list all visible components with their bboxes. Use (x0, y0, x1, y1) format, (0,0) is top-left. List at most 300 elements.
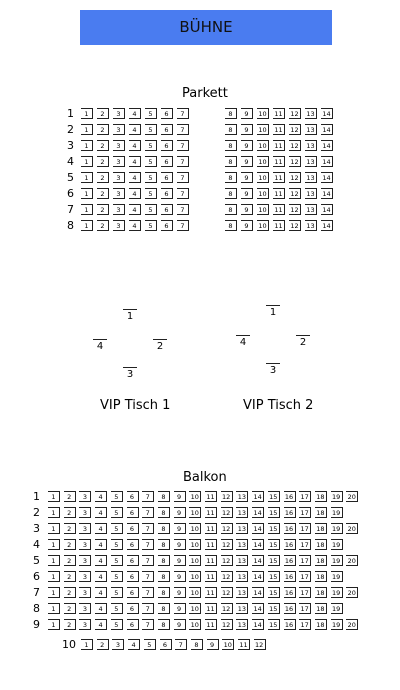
balkon-seat[interactable]: 7 (142, 491, 154, 502)
parkett-seat[interactable]: 12 (289, 124, 301, 135)
parkett-seat[interactable]: 12 (289, 220, 301, 231)
balkon-seat[interactable]: 7 (142, 619, 154, 630)
balkon-seat[interactable]: 2 (64, 619, 76, 630)
parkett-seat[interactable]: 9 (241, 156, 253, 167)
parkett-seat[interactable]: 10 (257, 188, 269, 199)
parkett-seat[interactable]: 6 (161, 172, 173, 183)
balkon-seat[interactable]: 19 (331, 523, 343, 534)
parkett-seat[interactable]: 13 (305, 220, 317, 231)
balkon-seat[interactable]: 3 (79, 555, 91, 566)
balkon-seat[interactable]: 4 (95, 507, 107, 518)
balkon-seat[interactable]: 1 (48, 555, 60, 566)
balkon-seat[interactable]: 11 (205, 603, 217, 614)
parkett-seat[interactable]: 14 (321, 156, 333, 167)
balkon-seat[interactable]: 16 (284, 587, 296, 598)
balkon-seat[interactable]: 9 (174, 539, 186, 550)
balkon-seat[interactable]: 4 (95, 491, 107, 502)
balkon-seat[interactable]: 6 (127, 523, 139, 534)
balkon-seat[interactable]: 1 (48, 603, 60, 614)
balkon-seat[interactable]: 10 (189, 539, 201, 550)
balkon-seat[interactable]: 9 (174, 571, 186, 582)
parkett-seat[interactable]: 9 (241, 204, 253, 215)
balkon-seat[interactable]: 17 (299, 555, 311, 566)
parkett-seat[interactable]: 5 (145, 124, 157, 135)
balkon-seat[interactable]: 15 (268, 619, 280, 630)
parkett-seat[interactable]: 1 (81, 156, 93, 167)
parkett-seat[interactable]: 6 (161, 108, 173, 119)
parkett-seat[interactable]: 2 (97, 156, 109, 167)
balkon-seat[interactable]: 12 (221, 523, 233, 534)
parkett-seat[interactable]: 7 (177, 140, 189, 151)
balkon-seat[interactable]: 17 (299, 523, 311, 534)
balkon-seat[interactable]: 17 (299, 507, 311, 518)
parkett-seat[interactable]: 3 (113, 204, 125, 215)
parkett-seat[interactable]: 3 (113, 124, 125, 135)
balkon-seat[interactable]: 8 (158, 619, 170, 630)
balkon-seat[interactable]: 16 (284, 555, 296, 566)
parkett-seat[interactable]: 11 (273, 220, 285, 231)
vip-seat[interactable]: 3 (266, 363, 280, 378)
balkon-seat[interactable]: 8 (158, 523, 170, 534)
balkon-seat[interactable]: 8 (158, 491, 170, 502)
balkon-seat[interactable]: 14 (252, 571, 264, 582)
balkon-seat[interactable]: 4 (95, 523, 107, 534)
balkon-seat[interactable]: 16 (284, 539, 296, 550)
balkon-seat[interactable]: 19 (331, 555, 343, 566)
balkon-seat[interactable]: 12 (221, 619, 233, 630)
balkon-seat[interactable]: 12 (221, 555, 233, 566)
balkon-seat[interactable]: 5 (111, 523, 123, 534)
parkett-seat[interactable]: 3 (113, 156, 125, 167)
balkon-seat[interactable]: 5 (111, 539, 123, 550)
parkett-seat[interactable]: 4 (129, 156, 141, 167)
parkett-seat[interactable]: 6 (161, 188, 173, 199)
balkon-seat[interactable]: 19 (331, 571, 343, 582)
parkett-seat[interactable]: 1 (81, 140, 93, 151)
parkett-seat[interactable]: 9 (241, 220, 253, 231)
balkon-seat[interactable]: 2 (64, 587, 76, 598)
balkon-seat[interactable]: 10 (189, 523, 201, 534)
balkon-seat[interactable]: 7 (142, 555, 154, 566)
parkett-seat[interactable]: 2 (97, 108, 109, 119)
parkett-seat[interactable]: 9 (241, 172, 253, 183)
balkon-seat[interactable]: 16 (284, 523, 296, 534)
parkett-seat[interactable]: 1 (81, 220, 93, 231)
balkon-seat[interactable]: 11 (205, 539, 217, 550)
balkon-seat[interactable]: 6 (127, 587, 139, 598)
balkon-seat[interactable]: 4 (95, 539, 107, 550)
balkon-seat[interactable]: 7 (142, 571, 154, 582)
balkon-seat[interactable]: 13 (236, 507, 248, 518)
parkett-seat[interactable]: 11 (273, 204, 285, 215)
parkett-seat[interactable]: 6 (161, 156, 173, 167)
balkon-seat[interactable]: 2 (64, 571, 76, 582)
parkett-seat[interactable]: 3 (113, 172, 125, 183)
balkon-seat[interactable]: 20 (346, 491, 358, 502)
balkon-seat[interactable]: 11 (205, 571, 217, 582)
parkett-seat[interactable]: 1 (81, 204, 93, 215)
parkett-seat[interactable]: 8 (225, 140, 237, 151)
balkon-seat[interactable]: 18 (315, 507, 327, 518)
balkon-seat[interactable]: 20 (346, 555, 358, 566)
balkon-seat[interactable]: 14 (252, 523, 264, 534)
balkon-seat[interactable]: 14 (252, 555, 264, 566)
balkon-seat[interactable]: 14 (252, 619, 264, 630)
parkett-seat[interactable]: 4 (129, 220, 141, 231)
balkon-seat[interactable]: 13 (236, 491, 248, 502)
balkon-seat[interactable]: 3 (79, 619, 91, 630)
parkett-seat[interactable]: 10 (257, 172, 269, 183)
balkon-seat[interactable]: 10 (189, 491, 201, 502)
balkon-seat[interactable]: 4 (95, 587, 107, 598)
balkon-seat[interactable]: 3 (79, 507, 91, 518)
parkett-seat[interactable]: 14 (321, 108, 333, 119)
balkon-seat[interactable]: 13 (236, 571, 248, 582)
balkon-seat[interactable]: 18 (315, 587, 327, 598)
parkett-seat[interactable]: 12 (289, 156, 301, 167)
balkon-seat[interactable]: 7 (142, 539, 154, 550)
balkon-seat[interactable]: 9 (207, 639, 219, 650)
balkon-seat[interactable]: 2 (64, 491, 76, 502)
vip-seat[interactable]: 4 (93, 339, 107, 354)
parkett-seat[interactable]: 13 (305, 156, 317, 167)
balkon-seat[interactable]: 13 (236, 539, 248, 550)
balkon-seat[interactable]: 4 (95, 555, 107, 566)
balkon-seat[interactable]: 9 (174, 491, 186, 502)
parkett-seat[interactable]: 2 (97, 220, 109, 231)
balkon-seat[interactable]: 19 (331, 491, 343, 502)
balkon-seat[interactable]: 9 (174, 603, 186, 614)
parkett-seat[interactable]: 3 (113, 108, 125, 119)
vip-seat[interactable]: 1 (266, 305, 280, 320)
parkett-seat[interactable]: 5 (145, 188, 157, 199)
balkon-seat[interactable]: 7 (142, 523, 154, 534)
parkett-seat[interactable]: 7 (177, 172, 189, 183)
balkon-seat[interactable]: 1 (48, 619, 60, 630)
balkon-seat[interactable]: 14 (252, 603, 264, 614)
balkon-seat[interactable]: 8 (158, 555, 170, 566)
balkon-seat[interactable]: 1 (48, 523, 60, 534)
balkon-seat[interactable]: 1 (81, 639, 93, 650)
balkon-seat[interactable]: 6 (160, 639, 172, 650)
balkon-seat[interactable]: 2 (97, 639, 109, 650)
balkon-seat[interactable]: 18 (315, 555, 327, 566)
balkon-seat[interactable]: 12 (221, 507, 233, 518)
parkett-seat[interactable]: 2 (97, 124, 109, 135)
balkon-seat[interactable]: 3 (79, 491, 91, 502)
balkon-seat[interactable]: 9 (174, 587, 186, 598)
balkon-seat[interactable]: 17 (299, 619, 311, 630)
balkon-seat[interactable]: 2 (64, 603, 76, 614)
balkon-seat[interactable]: 10 (222, 639, 234, 650)
balkon-seat[interactable]: 18 (315, 603, 327, 614)
balkon-seat[interactable]: 9 (174, 523, 186, 534)
parkett-seat[interactable]: 7 (177, 220, 189, 231)
parkett-seat[interactable]: 10 (257, 140, 269, 151)
parkett-seat[interactable]: 4 (129, 124, 141, 135)
parkett-seat[interactable]: 12 (289, 188, 301, 199)
balkon-seat[interactable]: 16 (284, 571, 296, 582)
balkon-seat[interactable]: 14 (252, 539, 264, 550)
parkett-seat[interactable]: 14 (321, 140, 333, 151)
balkon-seat[interactable]: 15 (268, 491, 280, 502)
parkett-seat[interactable]: 9 (241, 108, 253, 119)
parkett-seat[interactable]: 5 (145, 156, 157, 167)
balkon-seat[interactable]: 1 (48, 507, 60, 518)
parkett-seat[interactable]: 13 (305, 140, 317, 151)
parkett-seat[interactable]: 10 (257, 156, 269, 167)
balkon-seat[interactable]: 3 (79, 523, 91, 534)
vip-seat[interactable]: 1 (123, 309, 137, 324)
balkon-seat[interactable]: 17 (299, 539, 311, 550)
balkon-seat[interactable]: 5 (111, 619, 123, 630)
balkon-seat[interactable]: 17 (299, 491, 311, 502)
parkett-seat[interactable]: 9 (241, 140, 253, 151)
balkon-seat[interactable]: 11 (205, 507, 217, 518)
parkett-seat[interactable]: 2 (97, 188, 109, 199)
balkon-seat[interactable]: 15 (268, 523, 280, 534)
balkon-seat[interactable]: 2 (64, 555, 76, 566)
parkett-seat[interactable]: 7 (177, 204, 189, 215)
parkett-seat[interactable]: 9 (241, 188, 253, 199)
balkon-seat[interactable]: 6 (127, 491, 139, 502)
balkon-seat[interactable]: 6 (127, 539, 139, 550)
balkon-seat[interactable]: 8 (158, 603, 170, 614)
balkon-seat[interactable]: 8 (158, 571, 170, 582)
balkon-seat[interactable]: 18 (315, 491, 327, 502)
balkon-seat[interactable]: 6 (127, 571, 139, 582)
balkon-seat[interactable]: 6 (127, 619, 139, 630)
parkett-seat[interactable]: 13 (305, 188, 317, 199)
parkett-seat[interactable]: 10 (257, 204, 269, 215)
parkett-seat[interactable]: 10 (257, 108, 269, 119)
balkon-seat[interactable]: 20 (346, 587, 358, 598)
balkon-seat[interactable]: 13 (236, 603, 248, 614)
parkett-seat[interactable]: 12 (289, 140, 301, 151)
balkon-seat[interactable]: 16 (284, 619, 296, 630)
balkon-seat[interactable]: 6 (127, 507, 139, 518)
balkon-seat[interactable]: 5 (144, 639, 156, 650)
balkon-seat[interactable]: 18 (315, 523, 327, 534)
parkett-seat[interactable]: 7 (177, 156, 189, 167)
parkett-seat[interactable]: 4 (129, 172, 141, 183)
balkon-seat[interactable]: 8 (158, 507, 170, 518)
balkon-seat[interactable]: 11 (205, 491, 217, 502)
parkett-seat[interactable]: 14 (321, 172, 333, 183)
balkon-seat[interactable]: 5 (111, 491, 123, 502)
balkon-seat[interactable]: 19 (331, 619, 343, 630)
balkon-seat[interactable]: 19 (331, 587, 343, 598)
balkon-seat[interactable]: 11 (205, 619, 217, 630)
parkett-seat[interactable]: 11 (273, 156, 285, 167)
balkon-seat[interactable]: 7 (142, 587, 154, 598)
parkett-seat[interactable]: 11 (273, 108, 285, 119)
balkon-seat[interactable]: 1 (48, 539, 60, 550)
balkon-seat[interactable]: 12 (221, 491, 233, 502)
parkett-seat[interactable]: 3 (113, 140, 125, 151)
vip-seat[interactable]: 3 (123, 367, 137, 382)
parkett-seat[interactable]: 7 (177, 108, 189, 119)
balkon-seat[interactable]: 10 (189, 571, 201, 582)
balkon-seat[interactable]: 11 (205, 555, 217, 566)
balkon-seat[interactable]: 11 (205, 587, 217, 598)
balkon-seat[interactable]: 13 (236, 555, 248, 566)
parkett-seat[interactable]: 13 (305, 172, 317, 183)
vip-seat[interactable]: 2 (153, 339, 167, 354)
balkon-seat[interactable]: 3 (79, 539, 91, 550)
parkett-seat[interactable]: 7 (177, 188, 189, 199)
balkon-seat[interactable]: 16 (284, 507, 296, 518)
balkon-seat[interactable]: 1 (48, 571, 60, 582)
balkon-seat[interactable]: 14 (252, 507, 264, 518)
balkon-seat[interactable]: 6 (127, 603, 139, 614)
parkett-seat[interactable]: 8 (225, 188, 237, 199)
balkon-seat[interactable]: 4 (95, 603, 107, 614)
parkett-seat[interactable]: 12 (289, 172, 301, 183)
parkett-seat[interactable]: 14 (321, 220, 333, 231)
balkon-seat[interactable]: 12 (221, 539, 233, 550)
parkett-seat[interactable]: 5 (145, 220, 157, 231)
balkon-seat[interactable]: 7 (142, 603, 154, 614)
balkon-seat[interactable]: 4 (95, 571, 107, 582)
parkett-seat[interactable]: 13 (305, 204, 317, 215)
balkon-seat[interactable]: 5 (111, 571, 123, 582)
parkett-seat[interactable]: 8 (225, 220, 237, 231)
balkon-seat[interactable]: 14 (252, 587, 264, 598)
balkon-seat[interactable]: 10 (189, 507, 201, 518)
parkett-seat[interactable]: 11 (273, 188, 285, 199)
balkon-seat[interactable]: 19 (331, 603, 343, 614)
parkett-seat[interactable]: 14 (321, 188, 333, 199)
parkett-seat[interactable]: 5 (145, 108, 157, 119)
balkon-seat[interactable]: 12 (221, 603, 233, 614)
balkon-seat[interactable]: 11 (205, 523, 217, 534)
parkett-seat[interactable]: 1 (81, 108, 93, 119)
balkon-seat[interactable]: 2 (64, 523, 76, 534)
balkon-seat[interactable]: 15 (268, 555, 280, 566)
parkett-seat[interactable]: 5 (145, 172, 157, 183)
parkett-seat[interactable]: 14 (321, 204, 333, 215)
balkon-seat[interactable]: 19 (331, 507, 343, 518)
balkon-seat[interactable]: 15 (268, 507, 280, 518)
parkett-seat[interactable]: 11 (273, 172, 285, 183)
vip-seat[interactable]: 2 (296, 335, 310, 350)
balkon-seat[interactable]: 5 (111, 555, 123, 566)
balkon-seat[interactable]: 2 (64, 507, 76, 518)
balkon-seat[interactable]: 10 (189, 555, 201, 566)
parkett-seat[interactable]: 2 (97, 204, 109, 215)
balkon-seat[interactable]: 7 (175, 639, 187, 650)
parkett-seat[interactable]: 4 (129, 188, 141, 199)
balkon-seat[interactable]: 10 (189, 587, 201, 598)
parkett-seat[interactable]: 9 (241, 124, 253, 135)
balkon-seat[interactable]: 15 (268, 539, 280, 550)
parkett-seat[interactable]: 7 (177, 124, 189, 135)
balkon-seat[interactable]: 16 (284, 603, 296, 614)
parkett-seat[interactable]: 2 (97, 172, 109, 183)
balkon-seat[interactable]: 17 (299, 587, 311, 598)
balkon-seat[interactable]: 9 (174, 555, 186, 566)
parkett-seat[interactable]: 8 (225, 108, 237, 119)
parkett-seat[interactable]: 6 (161, 220, 173, 231)
balkon-seat[interactable]: 18 (315, 571, 327, 582)
balkon-seat[interactable]: 12 (221, 571, 233, 582)
parkett-seat[interactable]: 12 (289, 204, 301, 215)
balkon-seat[interactable]: 10 (189, 603, 201, 614)
parkett-seat[interactable]: 1 (81, 124, 93, 135)
balkon-seat[interactable]: 11 (238, 639, 250, 650)
parkett-seat[interactable]: 5 (145, 204, 157, 215)
balkon-seat[interactable]: 16 (284, 491, 296, 502)
balkon-seat[interactable]: 1 (48, 587, 60, 598)
balkon-seat[interactable]: 10 (189, 619, 201, 630)
parkett-seat[interactable]: 3 (113, 188, 125, 199)
parkett-seat[interactable]: 6 (161, 204, 173, 215)
parkett-seat[interactable]: 4 (129, 140, 141, 151)
balkon-seat[interactable]: 12 (221, 587, 233, 598)
parkett-seat[interactable]: 6 (161, 140, 173, 151)
balkon-seat[interactable]: 3 (79, 603, 91, 614)
balkon-seat[interactable]: 3 (79, 571, 91, 582)
balkon-seat[interactable]: 20 (346, 523, 358, 534)
parkett-seat[interactable]: 3 (113, 220, 125, 231)
parkett-seat[interactable]: 5 (145, 140, 157, 151)
balkon-seat[interactable]: 5 (111, 507, 123, 518)
parkett-seat[interactable]: 11 (273, 140, 285, 151)
balkon-seat[interactable]: 8 (158, 587, 170, 598)
balkon-seat[interactable]: 5 (111, 603, 123, 614)
balkon-seat[interactable]: 5 (111, 587, 123, 598)
balkon-seat[interactable]: 20 (346, 619, 358, 630)
balkon-seat[interactable]: 3 (79, 587, 91, 598)
balkon-seat[interactable]: 19 (331, 539, 343, 550)
parkett-seat[interactable]: 8 (225, 156, 237, 167)
vip-seat[interactable]: 4 (236, 335, 250, 350)
parkett-seat[interactable]: 1 (81, 188, 93, 199)
balkon-seat[interactable]: 1 (48, 491, 60, 502)
balkon-seat[interactable]: 14 (252, 491, 264, 502)
balkon-seat[interactable]: 4 (95, 619, 107, 630)
balkon-seat[interactable]: 15 (268, 603, 280, 614)
balkon-seat[interactable]: 8 (191, 639, 203, 650)
parkett-seat[interactable]: 14 (321, 124, 333, 135)
balkon-seat[interactable]: 17 (299, 571, 311, 582)
parkett-seat[interactable]: 6 (161, 124, 173, 135)
balkon-seat[interactable]: 8 (158, 539, 170, 550)
parkett-seat[interactable]: 8 (225, 204, 237, 215)
balkon-seat[interactable]: 6 (127, 555, 139, 566)
balkon-seat[interactable]: 3 (112, 639, 124, 650)
parkett-seat[interactable]: 4 (129, 108, 141, 119)
parkett-seat[interactable]: 10 (257, 220, 269, 231)
balkon-seat[interactable]: 15 (268, 571, 280, 582)
balkon-seat[interactable]: 18 (315, 539, 327, 550)
parkett-seat[interactable]: 11 (273, 124, 285, 135)
parkett-seat[interactable]: 12 (289, 108, 301, 119)
balkon-seat[interactable]: 17 (299, 603, 311, 614)
parkett-seat[interactable]: 13 (305, 124, 317, 135)
parkett-seat[interactable]: 8 (225, 124, 237, 135)
balkon-seat[interactable]: 2 (64, 539, 76, 550)
parkett-seat[interactable]: 2 (97, 140, 109, 151)
parkett-seat[interactable]: 4 (129, 204, 141, 215)
balkon-seat[interactable]: 18 (315, 619, 327, 630)
balkon-seat[interactable]: 4 (128, 639, 140, 650)
balkon-seat[interactable]: 13 (236, 587, 248, 598)
parkett-seat[interactable]: 8 (225, 172, 237, 183)
parkett-seat[interactable]: 10 (257, 124, 269, 135)
balkon-seat[interactable]: 13 (236, 619, 248, 630)
